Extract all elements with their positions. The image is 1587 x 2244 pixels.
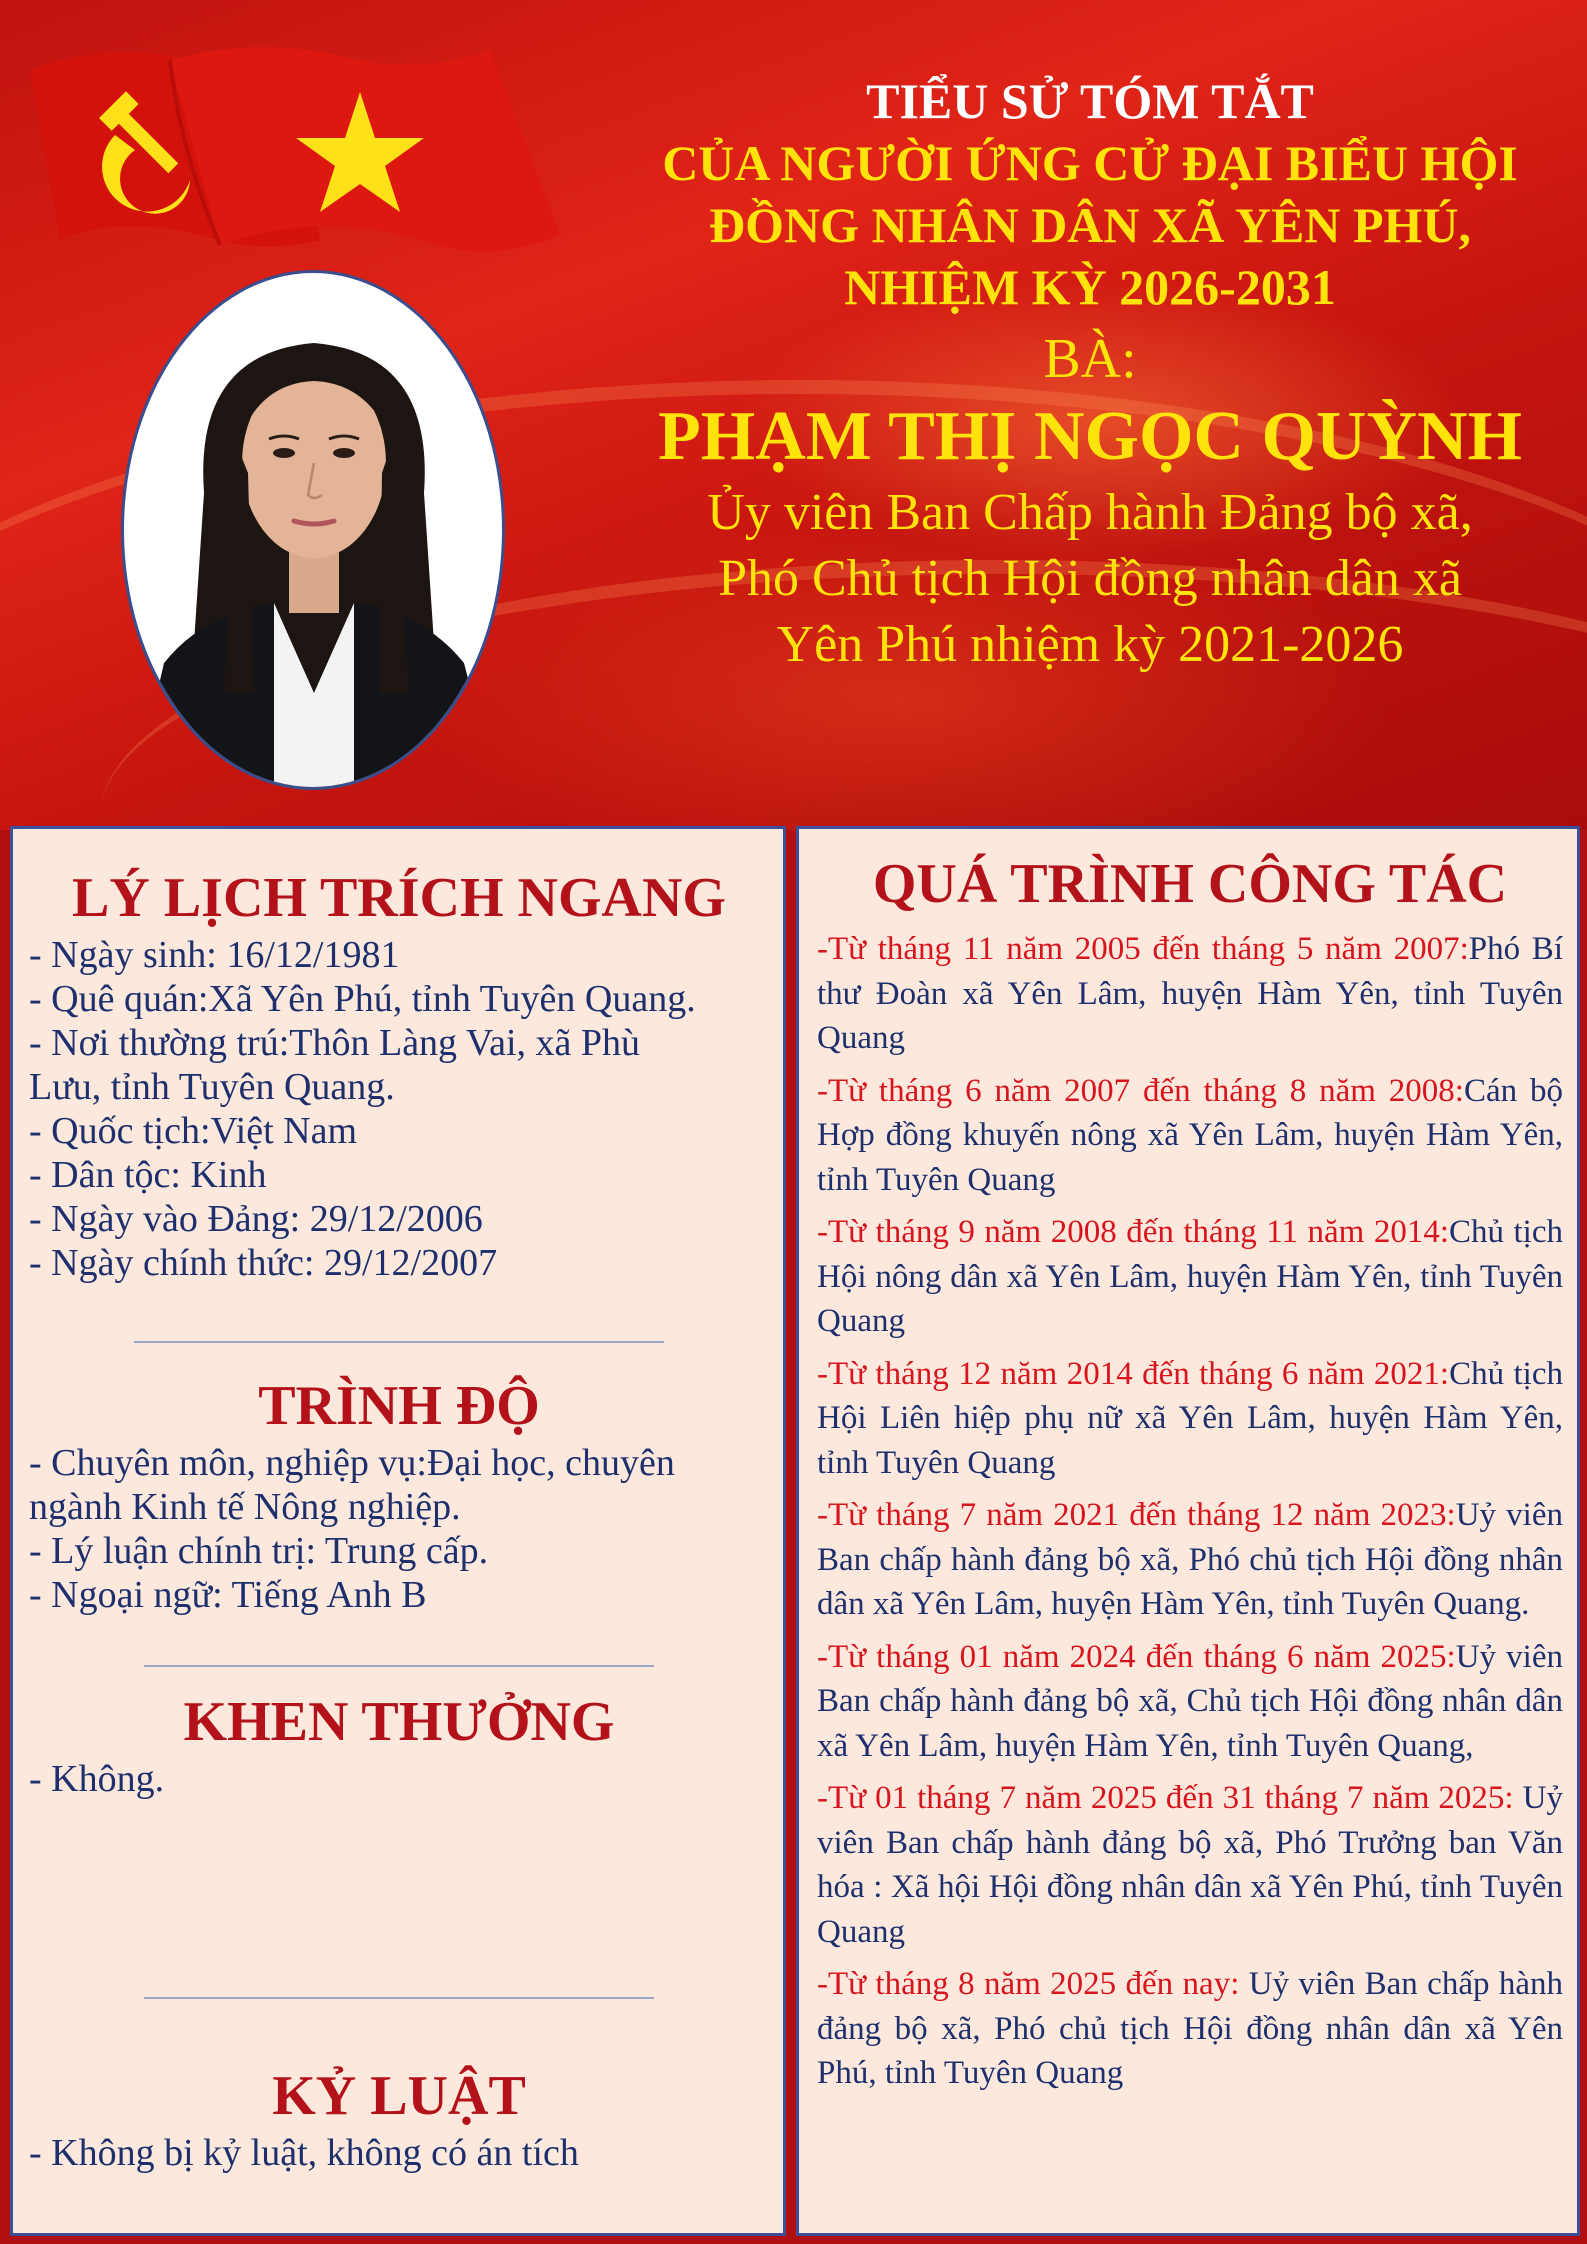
candidate-name: PHẠM THỊ NGỌC QUỲNH (658, 398, 1522, 475)
career-description: Chủ tịch Hội nông dân xã Yên Lâm, huyện Hàm Yên, tỉnh Tuyên Quang (817, 1214, 1563, 1339)
career-period: -Từ tháng 11 năm 2005 đến tháng 5 năm 2007: (817, 931, 1469, 967)
career-entry (817, 1635, 1563, 1769)
career-entry (817, 927, 1563, 1061)
bio-item: - Ngày vào Đảng: 29/12/2006 (29, 1198, 483, 1240)
section-divider (144, 1997, 654, 1999)
career-description: Uỷ viên Ban chấp hành đảng bộ xã, Phó chủ tịch Hội đồng nhân dân xã Yên Lâm, huyện Hàm Yên, tỉnh Tuyên Quang. (817, 1497, 1563, 1622)
awards-section-title: KHEN THƯỞNG (183, 1691, 615, 1753)
bio-item: - Nơi thường trú:Thôn Làng Vai, xã Phù (29, 1022, 641, 1064)
career-period: -Từ tháng 9 năm 2008 đến tháng 11 năm 2014: (817, 1214, 1449, 1250)
education-item: ngành Kinh tế Nông nghiệp. (29, 1486, 461, 1528)
bio-item: - Ngày chính thức: 29/12/2007 (29, 1242, 498, 1284)
career-period: -Từ tháng 12 năm 2014 đến tháng 6 năm 2021: (817, 1355, 1450, 1392)
career-entry (817, 1210, 1563, 1344)
position-line: Ủy viên Ban Chấp hành Đảng bộ xã, (707, 484, 1473, 541)
career-description: Phó Bí thư Đoàn xã Yên Lâm, huyện Hàm Yên, tỉnh Tuyên Quang (817, 931, 1563, 1056)
title-line: ĐỒNG NHÂN DÂN XÃ YÊN PHÚ, (708, 197, 1471, 253)
honorific: BÀ: (1043, 328, 1137, 390)
education-item: - Ngoại ngữ: Tiếng Anh B (29, 1574, 427, 1616)
candidate-portrait (121, 270, 505, 790)
discipline-item: - Không bị kỷ luật, không có án tích (29, 2132, 579, 2174)
title-line: CỦA NGƯỜI ỨNG CỬ ĐẠI BIỂU HỘI (662, 135, 1518, 191)
career-entry (817, 1776, 1563, 1954)
section-divider (134, 1341, 664, 1343)
bio-item: - Dân tộc: Kinh (29, 1154, 267, 1196)
career-description: Uỷ viên Ban chấp hành đảng bộ xã, Chủ tịch Hội đồng nhân dân xã Yên Lâm, huyện Hàm Yên, tỉnh Tuyên Quang, (817, 1638, 1563, 1764)
title-line: NHIỆM KỲ 2026-2031 (844, 259, 1336, 315)
career-period: -Từ tháng 6 năm 2007 đến tháng 8 năm 2008: (817, 1072, 1464, 1109)
bio-section-title: LÝ LỊCH TRÍCH NGANG (72, 867, 726, 929)
career-description: Chủ tịch Hội Liên hiệp phụ nữ xã Yên Lâm, huyện Hàm Yên, tỉnh Tuyên Quang (817, 1355, 1563, 1481)
career-entry (817, 1493, 1563, 1627)
award-item: - Không. (29, 1758, 165, 1800)
bio-item: - Ngày sinh: 16/12/1981 (29, 934, 400, 976)
section-divider (144, 1665, 654, 1667)
career-period: -Từ tháng 8 năm 2025 đến nay: (817, 1966, 1240, 2002)
profile-panel (10, 826, 786, 2236)
discipline-section-title: KỶ LUẬT (272, 2065, 526, 2127)
bio-item: - Quê quán:Xã Yên Phú, tỉnh Tuyên Quang. (29, 978, 696, 1020)
education-item: - Lý luận chính trị: Trung cấp. (29, 1530, 489, 1572)
document-title: TIỂU SỬ TÓM TẮT (866, 73, 1314, 129)
career-period: -Từ tháng 01 năm 2024 đến tháng 6 năm 2025: (817, 1638, 1456, 1675)
education-section-title: TRÌNH ĐỘ (258, 1375, 540, 1437)
position-line: Yên Phú nhiệm kỳ 2021-2026 (776, 616, 1404, 673)
career-period: -Từ 01 tháng 7 năm 2025 đến 31 tháng 7 năm 2025: (817, 1780, 1514, 1816)
career-section-title: QUÁ TRÌNH CÔNG TÁC (872, 853, 1508, 915)
title-block (600, 70, 1580, 678)
career-period: -Từ tháng 7 năm 2021 đến tháng 12 năm 2023: (817, 1497, 1456, 1533)
bio-item: Lưu, tỉnh Tuyên Quang. (29, 1066, 395, 1108)
career-entry (817, 1962, 1563, 2096)
header-banner (0, 0, 1587, 830)
career-panel (796, 826, 1580, 2236)
career-description: Uỷ viên Ban chấp hành đảng bộ xã, Phó chủ tịch Hội đồng nhân dân xã Yên Phú, tỉnh Tuyên Quang (817, 1966, 1563, 2091)
education-item: - Chuyên môn, nghiệp vụ:Đại học, chuyên (29, 1442, 675, 1484)
flags-graphic (20, 40, 580, 280)
career-description: Cán bộ Hợp đồng khuyến nông xã Yên Lâm, huyện Hàm Yên, tỉnh Tuyên Quang (817, 1072, 1563, 1198)
career-entry (817, 1069, 1563, 1203)
career-entry (817, 1352, 1563, 1486)
bio-item: - Quốc tịch:Việt Nam (29, 1110, 358, 1152)
position-line: Phó Chủ tịch Hội đồng nhân dân xã (718, 550, 1462, 607)
career-description: Uỷ viên Ban chấp hành đảng bộ xã, Phó Trưởng ban Văn hóa : Xã hội Hội đồng nhân dân xã Yên Phú, tỉnh Tuyên Quang (817, 1780, 1563, 1950)
